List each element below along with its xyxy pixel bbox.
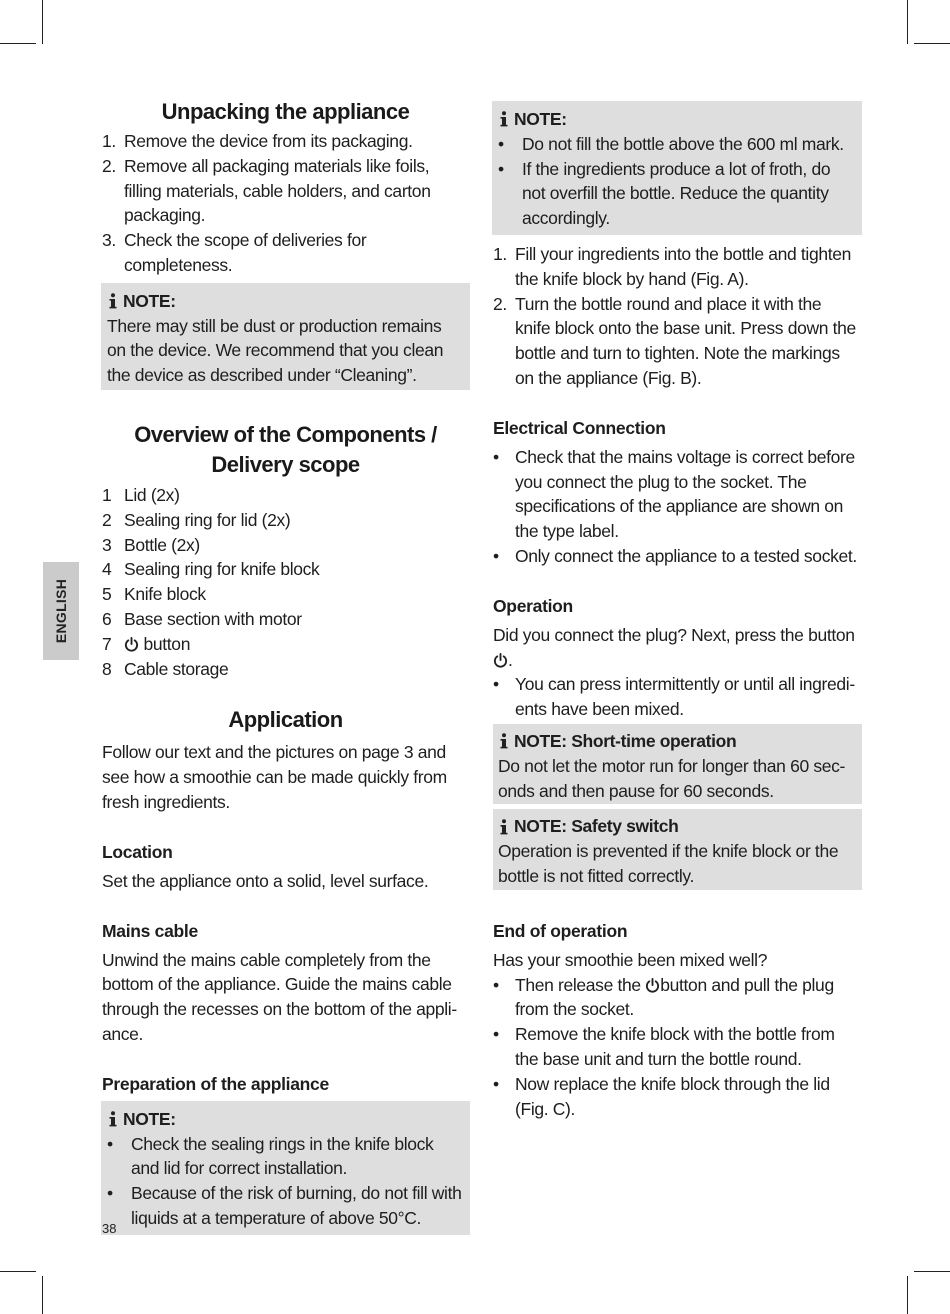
list-item: • If the ingredients produce a lot of froth, do not overfill the bottle. Reduce the quantity accordingly.	[498, 158, 831, 229]
mains-heading: Mains cable	[102, 920, 198, 941]
location-text: Set the appliance onto a solid, level surface.	[102, 870, 429, 891]
list-item: 1. Remove the device from its packaging.	[102, 131, 413, 151]
bottle-note	[492, 101, 862, 235]
power-icon	[124, 637, 139, 652]
list-item: • Check the sealing rings in the knife block and lid for correct installation.	[107, 1133, 434, 1179]
list-item: 2. Turn the bottle round and place it with the knife block onto the base unit. Press down the bottle and turn to tighten. Note the markings on the appliance (Fig. B).	[493, 293, 856, 388]
list-item: 6 Base section with motor	[102, 608, 302, 629]
list-item: 4 Sealing ring for knife block	[102, 559, 320, 580]
unpacking-note	[101, 283, 470, 390]
unpacking-title: Unpacking the appliance	[161, 99, 410, 124]
electrical-heading: Electrical Connection	[493, 417, 666, 438]
power-icon	[645, 978, 660, 993]
list-item: • Now replace the knife block through the lid (Fig. C).	[493, 1073, 830, 1119]
note-label: NOTE: Short-time operation	[514, 730, 737, 751]
electrical-list	[493, 445, 861, 569]
language-tab	[43, 562, 79, 660]
application-intro: Follow our text and the pictures on page 3 and see how a smoothie can be made quickly from fresh ingredients.	[102, 742, 447, 812]
note-text: There may still be dust or production remains on the device. We recommend that you clean the device as described under “Cleaning”.	[107, 315, 444, 386]
list-item: • Do not fill the bottle above the 600 ml mark.	[498, 133, 844, 154]
list-item: 7 button	[102, 633, 191, 654]
operation-heading: Operation	[493, 595, 573, 616]
list-item: • You can press intermittently or until all ingredients have been mixed.	[493, 674, 856, 720]
language-tab-label: ENGLISH	[53, 578, 70, 644]
end-list	[493, 973, 861, 1122]
power-icon	[493, 653, 508, 668]
crop-mark	[914, 1271, 950, 1272]
info-icon	[498, 732, 510, 750]
list-item: 8 Cable storage	[102, 658, 229, 679]
list-item: 3 Bottle (2x)	[102, 534, 200, 555]
mains-text: Unwind the mains cable completely from the bottom of the appliance. Guide the mains cable through the recesses on the bottom of the appliance.	[102, 949, 458, 1044]
page-number: 38	[102, 1221, 117, 1236]
list-item: 2 Sealing ring for lid (2x)	[102, 509, 291, 530]
crop-mark	[0, 1271, 36, 1272]
list-item: • Check that the mains voltage is correct before you connect the plug to the socket. The specifications of the appliance are shown on the type label.	[493, 446, 855, 542]
short-time-note: NOTE: Short-time operation Do not let the motor run for longer than 60 seconds and then pause for 60 seconds.	[493, 724, 862, 804]
list-item: 5 Knife block	[102, 584, 206, 605]
prep-heading: Preparation of the appliance	[102, 1073, 329, 1094]
left-column	[102, 94, 469, 1235]
operation-text: Did you connect the plug? Next, press the button .	[493, 624, 855, 670]
note-label: NOTE:	[123, 290, 176, 311]
note-label: NOTE:	[514, 109, 567, 129]
list-item: 3. Check the scope of deliveries for completeness.	[102, 230, 367, 275]
end-heading: End of operation	[493, 920, 628, 941]
note-label: NOTE: Safety switch	[514, 816, 679, 837]
note-label: NOTE:	[123, 1108, 176, 1129]
list-item: • Because of the risk of burning, do not fill with liquids at a temperature of above 50°C.	[107, 1183, 462, 1228]
crop-mark	[42, 1276, 43, 1314]
crop-mark	[907, 0, 908, 44]
crop-mark	[914, 43, 950, 44]
fill-steps	[493, 242, 861, 391]
safety-switch-note: NOTE: Safety switch Operation is prevented if the knife block or the bottle is not fitted correctly.	[493, 809, 862, 889]
components-title: Overview of the Components / Delivery scope	[134, 421, 437, 477]
info-icon	[107, 1110, 119, 1128]
unpacking-steps	[102, 129, 469, 278]
list-item: 2. Remove all packaging materials like foils, filling materials, cable holders, and carton packaging.	[102, 155, 431, 226]
prep-note	[101, 1101, 470, 1235]
list-item: • Only connect the appliance to a tested socket.	[493, 545, 857, 566]
crop-mark	[42, 0, 43, 44]
info-icon	[498, 110, 510, 128]
list-item: 1 Lid (2x)	[102, 484, 180, 505]
list-item: • Remove the knife block with the bottle from the base unit and turn the bottle round.	[493, 1024, 835, 1069]
right-column	[493, 94, 861, 1121]
end-text: Has your smoothie been mixed well?	[493, 949, 768, 970]
info-icon	[107, 292, 119, 310]
list-item: 1. Fill your ingredients into the bottle and tighten the knife block by hand (Fig. A).	[493, 243, 851, 289]
application-title: Application	[228, 707, 343, 733]
operation-list	[493, 672, 861, 722]
crop-mark	[0, 43, 36, 44]
components-list	[102, 483, 469, 681]
list-item: • Then release the button and pull the plug from the socket.	[493, 974, 834, 1020]
crop-mark	[907, 1276, 908, 1314]
location-heading: Location	[102, 841, 173, 862]
info-icon	[498, 818, 510, 836]
